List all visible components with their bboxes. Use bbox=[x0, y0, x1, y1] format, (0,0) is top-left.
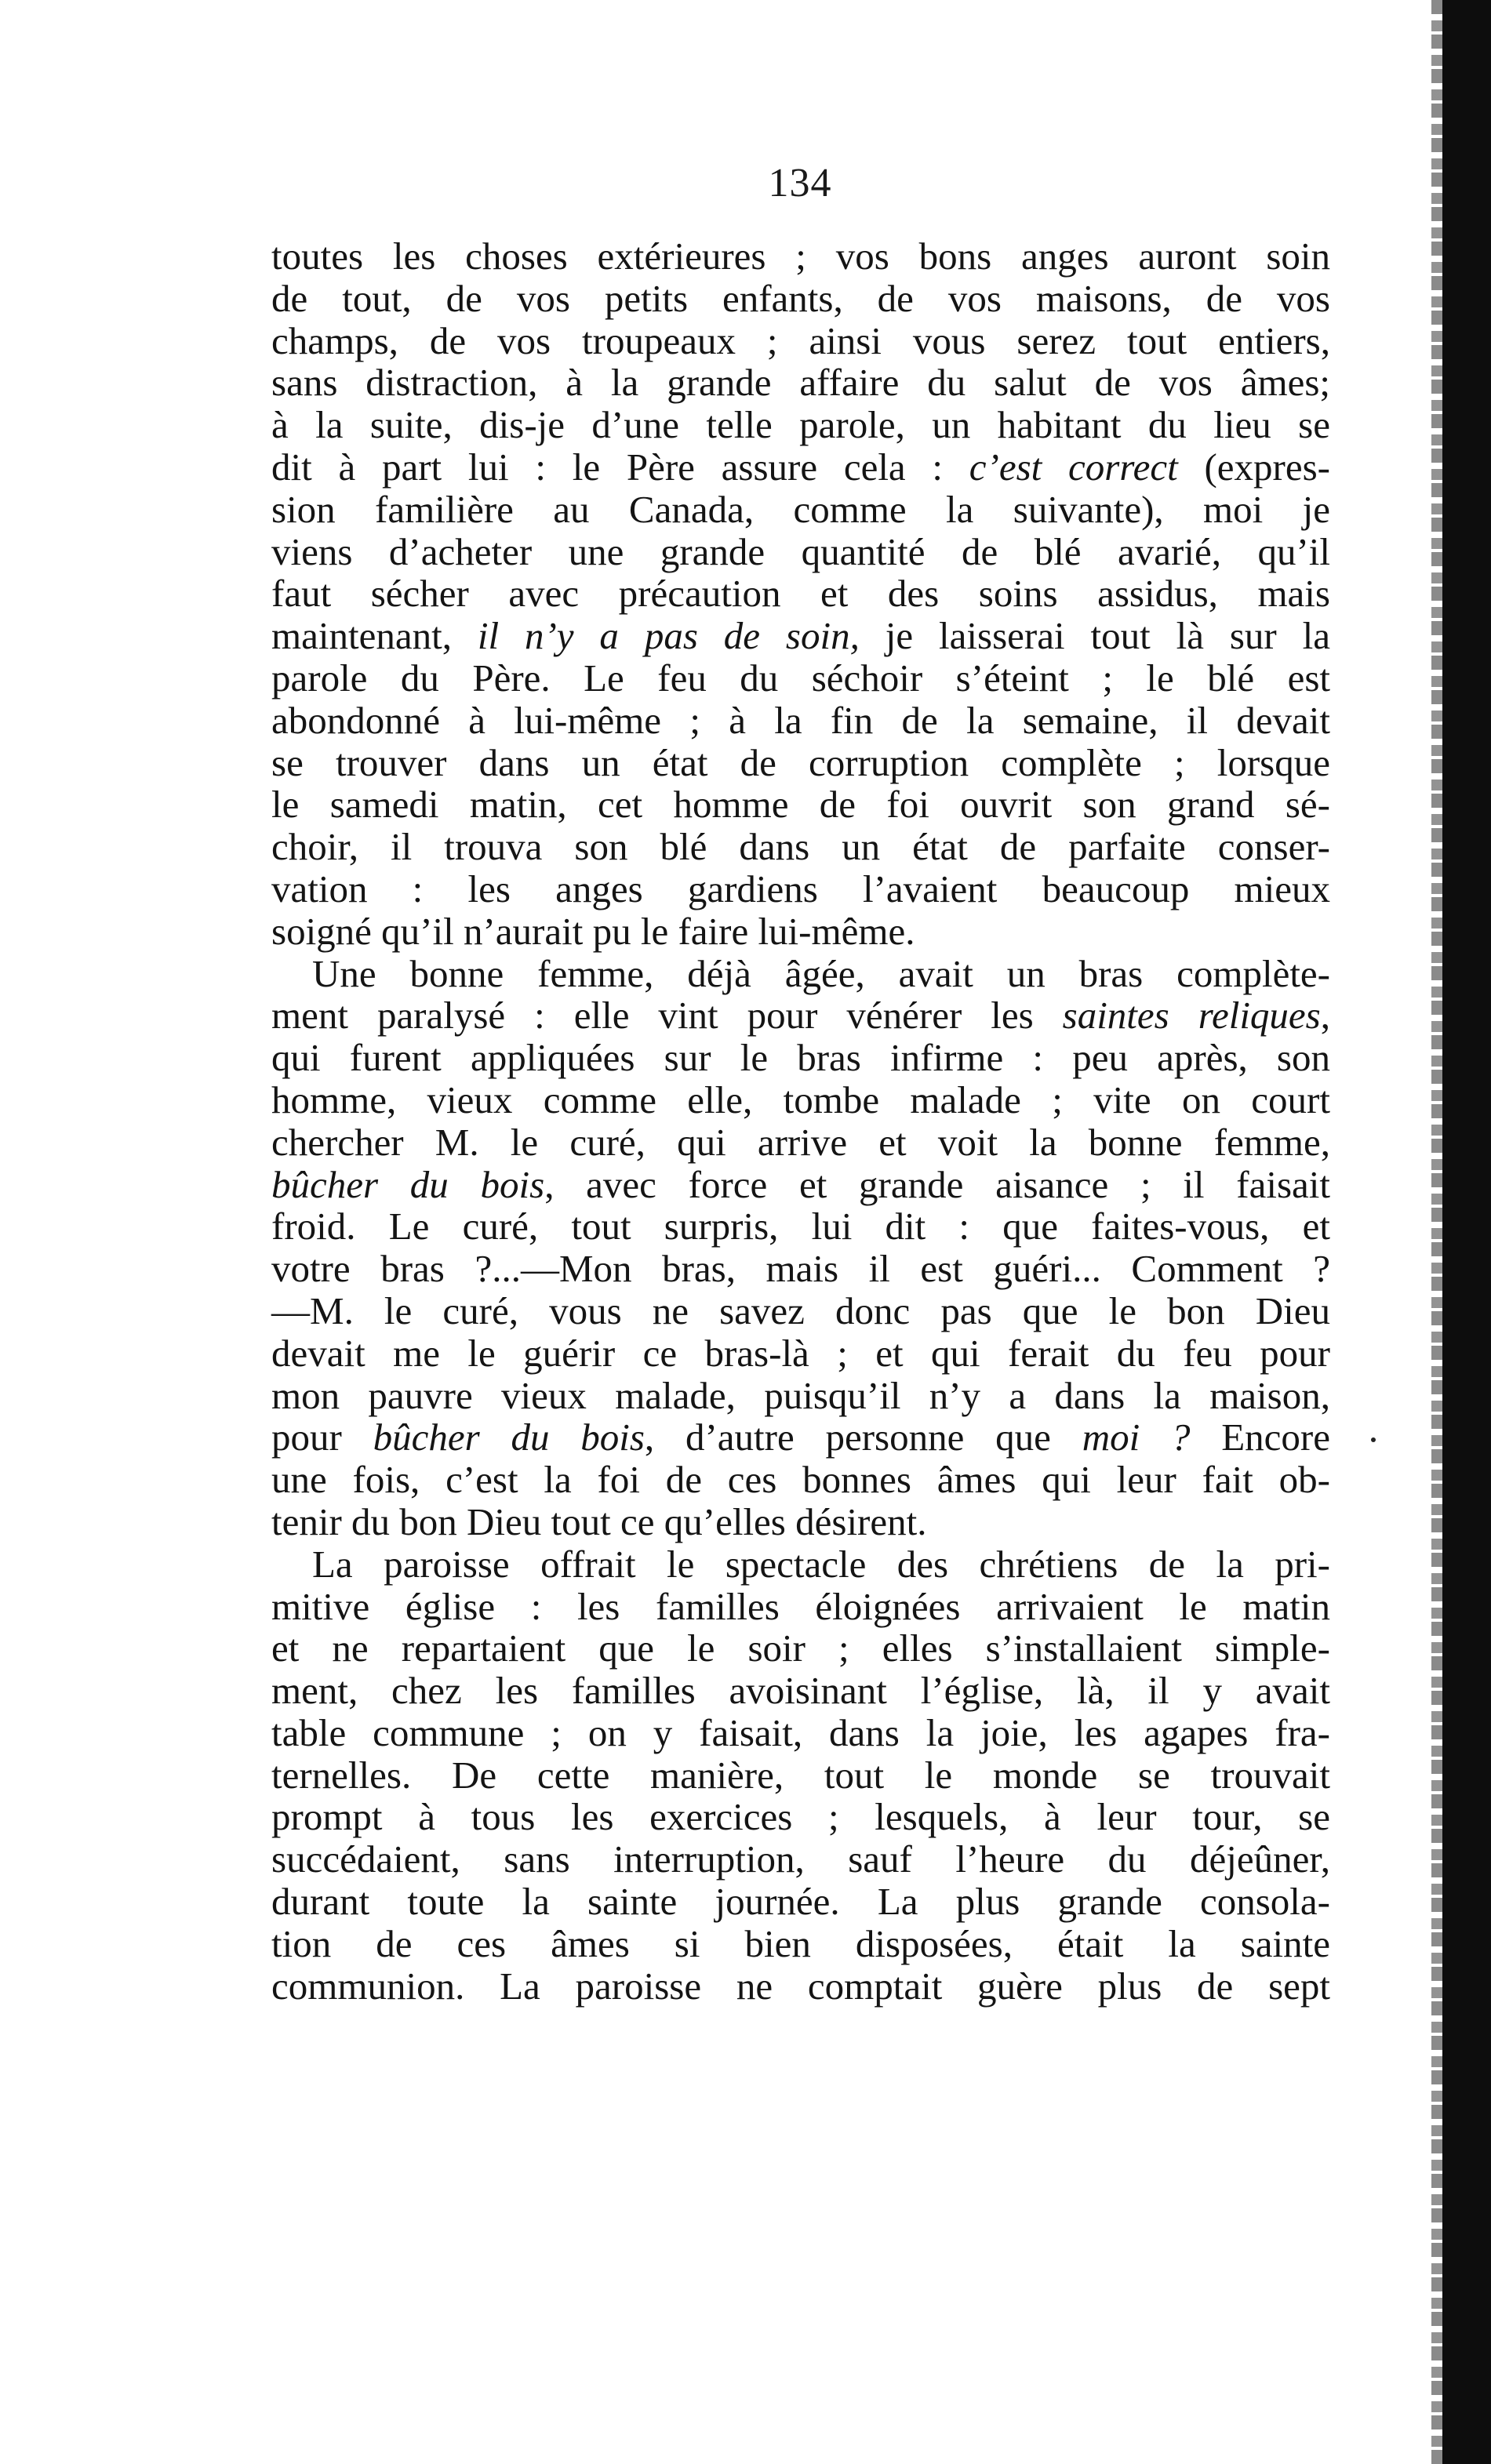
text-line bbox=[271, 910, 1330, 953]
text-run: maintenant, bbox=[271, 614, 478, 658]
text-line bbox=[271, 1627, 1330, 1670]
text-line bbox=[271, 1416, 1330, 1459]
text-run: devait me le guérir ce bras-là ; et qui ferait du feu pour bbox=[271, 1331, 1330, 1375]
text-line bbox=[271, 572, 1330, 615]
binding-edge-shadow bbox=[1431, 0, 1442, 2464]
text-line bbox=[271, 235, 1330, 278]
text-line bbox=[271, 1037, 1330, 1079]
italic-phrase: c’est correct bbox=[969, 445, 1178, 489]
text-line bbox=[271, 742, 1330, 784]
body-text bbox=[271, 235, 1330, 2007]
text-line bbox=[271, 404, 1330, 446]
text-run: , bbox=[1320, 994, 1330, 1038]
text-run: se trouver dans un état de corruption complète ; lorsque bbox=[271, 740, 1330, 784]
text-run: prompt à tous les exercices ; lesquels, à leur tour, se bbox=[271, 1795, 1330, 1839]
text-run: de tout, de vos petits enfants, de vos maisons, de vos bbox=[271, 276, 1330, 320]
text-run: champs, de vos troupeaux ; ainsi vous serez tout entiers, bbox=[271, 318, 1330, 362]
text-run: faut sécher avec précaution et des soins assidus, mais bbox=[271, 572, 1330, 616]
text-run: parole du Père. Le feu du séchoir s’éteint ; le blé est bbox=[271, 656, 1330, 700]
italic-phrase: bûcher du bois bbox=[373, 1416, 645, 1459]
text-run: votre bras ?...—Mon bras, mais il est guéri... Comment ? bbox=[271, 1247, 1330, 1291]
text-line bbox=[271, 1838, 1330, 1881]
text-line bbox=[271, 1796, 1330, 1838]
text-run: homme, vieux comme elle, tombe malade ; vite on court bbox=[271, 1078, 1330, 1121]
text-line bbox=[271, 1965, 1330, 2008]
text-line bbox=[271, 615, 1330, 657]
text-line bbox=[271, 1670, 1330, 1712]
text-run: Encore bbox=[1190, 1416, 1330, 1459]
text-run: chercher M. le curé, qui arrive et voit la bonne femme, bbox=[271, 1120, 1330, 1164]
text-run: dit à part lui : le Père assure cela : bbox=[271, 445, 969, 489]
text-run: froid. Le curé, tout surpris, lui dit : que faites-vous, et bbox=[271, 1205, 1330, 1248]
text-line bbox=[271, 1881, 1330, 1923]
text-run: vation : les anges gardiens l’avaient beaucoup mieux bbox=[271, 867, 1330, 910]
text-run: à la suite, dis-je d’une telle parole, un habitant du lieu se bbox=[271, 403, 1330, 447]
text-line bbox=[271, 1586, 1330, 1628]
text-run: viens d’acheter une grande quantité de blé avarié, qu’il bbox=[271, 529, 1330, 573]
text-run: table commune ; on y faisait, dans la joie, les agapes fra- bbox=[271, 1710, 1330, 1754]
text-run: le samedi matin, cet homme de foi ouvrit son grand sé- bbox=[271, 783, 1330, 827]
text-line bbox=[271, 953, 1330, 995]
italic-phrase: saintes reliques bbox=[1062, 994, 1321, 1038]
text-line bbox=[271, 320, 1330, 362]
text-line bbox=[271, 278, 1330, 320]
text-run: sion familière au Canada, comme la suivante), moi je bbox=[271, 487, 1330, 531]
page-number: 134 bbox=[768, 161, 832, 205]
text-run: durant toute la sainte journée. La plus grande consola- bbox=[271, 1880, 1330, 1924]
text-run: choir, il trouva son blé dans un état de parfaite conser- bbox=[271, 825, 1330, 869]
text-line bbox=[271, 1501, 1330, 1543]
text-line bbox=[271, 826, 1330, 868]
italic-phrase: moi ? bbox=[1082, 1416, 1191, 1459]
text-run: toutes les choses extérieures ; vos bons anges auront soin bbox=[271, 234, 1330, 278]
text-line bbox=[271, 531, 1330, 573]
ink-speck bbox=[1371, 1437, 1376, 1442]
text-run: , d’autre personne que bbox=[644, 1416, 1082, 1459]
text-run: soigné qu’il n’aurait pu le faire lui-même. bbox=[271, 909, 915, 953]
text-run: je laisserai tout là sur la bbox=[859, 614, 1330, 658]
text-run: abondonné à lui-même ; à la fin de la semaine, il devait bbox=[271, 698, 1330, 742]
text-line bbox=[271, 994, 1330, 1037]
text-line bbox=[271, 1754, 1330, 1797]
text-line bbox=[271, 657, 1330, 700]
text-line bbox=[271, 868, 1330, 910]
text-line bbox=[271, 1205, 1330, 1248]
text-run: sans distraction, à la grande affaire du salut de vos âmes; bbox=[271, 361, 1330, 405]
text-line bbox=[271, 1290, 1330, 1332]
text-line bbox=[271, 700, 1330, 742]
text-run: ment, chez les familles avoisinant l’église, là, il y avait bbox=[271, 1669, 1330, 1713]
text-run: mitive église : les familles éloignées arrivaient le matin bbox=[271, 1584, 1330, 1628]
italic-phrase: il n’y a pas de soin, bbox=[477, 614, 860, 658]
text-line bbox=[271, 1079, 1330, 1121]
text-run: ternelles. De cette manière, tout le monde se trouvait bbox=[271, 1753, 1330, 1797]
text-line bbox=[271, 1332, 1330, 1375]
text-run: mon pauvre vieux malade, puisqu’il n’y a dans la maison, bbox=[271, 1373, 1330, 1417]
text-line bbox=[271, 1248, 1330, 1290]
text-line bbox=[271, 783, 1330, 826]
text-run: La paroisse offrait le spectacle des chrétiens de la pri- bbox=[312, 1542, 1330, 1586]
text-run: pour bbox=[271, 1416, 373, 1459]
text-line bbox=[271, 1923, 1330, 1965]
binding-edge bbox=[1442, 0, 1491, 2464]
text-run: une fois, c’est la foi de ces bonnes âmes qui leur fait ob- bbox=[271, 1458, 1330, 1502]
text-run: (expres- bbox=[1177, 445, 1330, 489]
text-run: , avec force et grande aisance ; il faisait bbox=[544, 1162, 1330, 1206]
text-run: communion. La paroisse ne comptait guère plus de sept bbox=[271, 1964, 1330, 2008]
text-line bbox=[271, 1164, 1330, 1206]
text-run: ment paralysé : elle vint pour vénérer les bbox=[271, 994, 1063, 1038]
text-line bbox=[271, 1543, 1330, 1586]
text-run: —M. le curé, vous ne savez donc pas que le bon Dieu bbox=[271, 1288, 1330, 1332]
text-line bbox=[271, 446, 1330, 489]
text-line bbox=[271, 362, 1330, 404]
text-line bbox=[271, 1375, 1330, 1417]
text-run: tenir du bon Dieu tout ce qu’elles désirent. bbox=[271, 1499, 927, 1543]
text-run: Une bonne femme, déjà âgée, avait un bras complète- bbox=[312, 951, 1330, 995]
text-run: et ne repartaient que le soir ; elles s’installaient simple- bbox=[271, 1626, 1330, 1670]
text-run: tion de ces âmes si bien disposées, était la sainte bbox=[271, 1921, 1330, 1965]
text-line bbox=[271, 489, 1330, 531]
text-line bbox=[271, 1459, 1330, 1501]
text-run: qui furent appliquées sur le bras infirme : peu après, son bbox=[271, 1036, 1330, 1080]
text-line bbox=[271, 1712, 1330, 1754]
italic-phrase: bûcher du bois bbox=[271, 1162, 545, 1206]
text-run: succédaient, sans interruption, sauf l’heure du déjeûner, bbox=[271, 1837, 1330, 1881]
text-line bbox=[271, 1121, 1330, 1164]
